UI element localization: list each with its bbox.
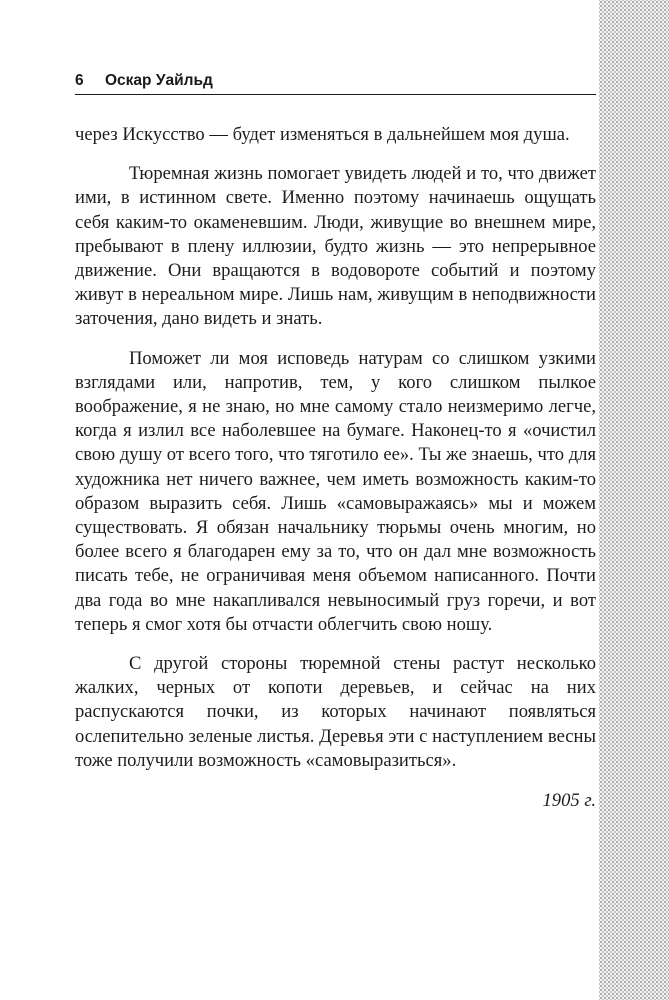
paragraph-prison-life: Тюремная жизнь помогает увидеть людей и то, что движет ими, в истинном свете. Именно поэтому начинаешь ощущать себя каким-то окаменевшим. Люди, живущие во внешнем мире, пребывают в плену иллюзии, будто жизнь — это непрерывное движение. Они вращаются в водовороте событий и поэтому живут в нереальном мире. Лишь нам, живущим в неподвижности заточения, дано видеть и знать. bbox=[75, 163, 596, 330]
page-number: 6 bbox=[75, 72, 84, 89]
paragraph-continuation: через Искусство — будет изменяться в дальнейшем моя душа. bbox=[75, 124, 570, 145]
body-text bbox=[75, 123, 596, 828]
page-edge-halftone bbox=[599, 0, 669, 1000]
running-head bbox=[75, 70, 596, 95]
running-head-author: Оскар Уайльд bbox=[105, 72, 213, 89]
closing-date: 1905 г. bbox=[542, 790, 596, 812]
paragraph-trees: С другой стороны тюремной стены растут несколько жалких, черных от копоти деревьев, и сейчас на них распускаются почки, из которых начинают появляться ослепительно зеленые листья. Деревья эти с наступлением весны тоже получили возможность «самовыразиться». bbox=[75, 653, 596, 771]
paragraph-confession: Поможет ли моя исповедь натурам со слишком узкими взглядами или, напротив, тем, у кого слишком пылкое воображение, я не знаю, но мне самому стало неизмеримо легче, когда я излил все наболевшее на бумаге. Наконец-то я «очистил свою душу от всего того, что тяготило ее». Ты же знаешь, что для художника нет ничего важнее, чем иметь возможность каким-то образом выразить себя. Лишь «самовыражаясь» мы и можем существовать. Я обязан начальнику тюрьмы очень многим, но более всего я благодарен ему за то, что он дал мне возможность писать тебе, не ограничивая меня объемом написанного. Почти два года во мне накапливался невыносимый груз горечи, и вот теперь я смог хотя бы отчасти облегчить свою ношу. bbox=[75, 347, 596, 635]
